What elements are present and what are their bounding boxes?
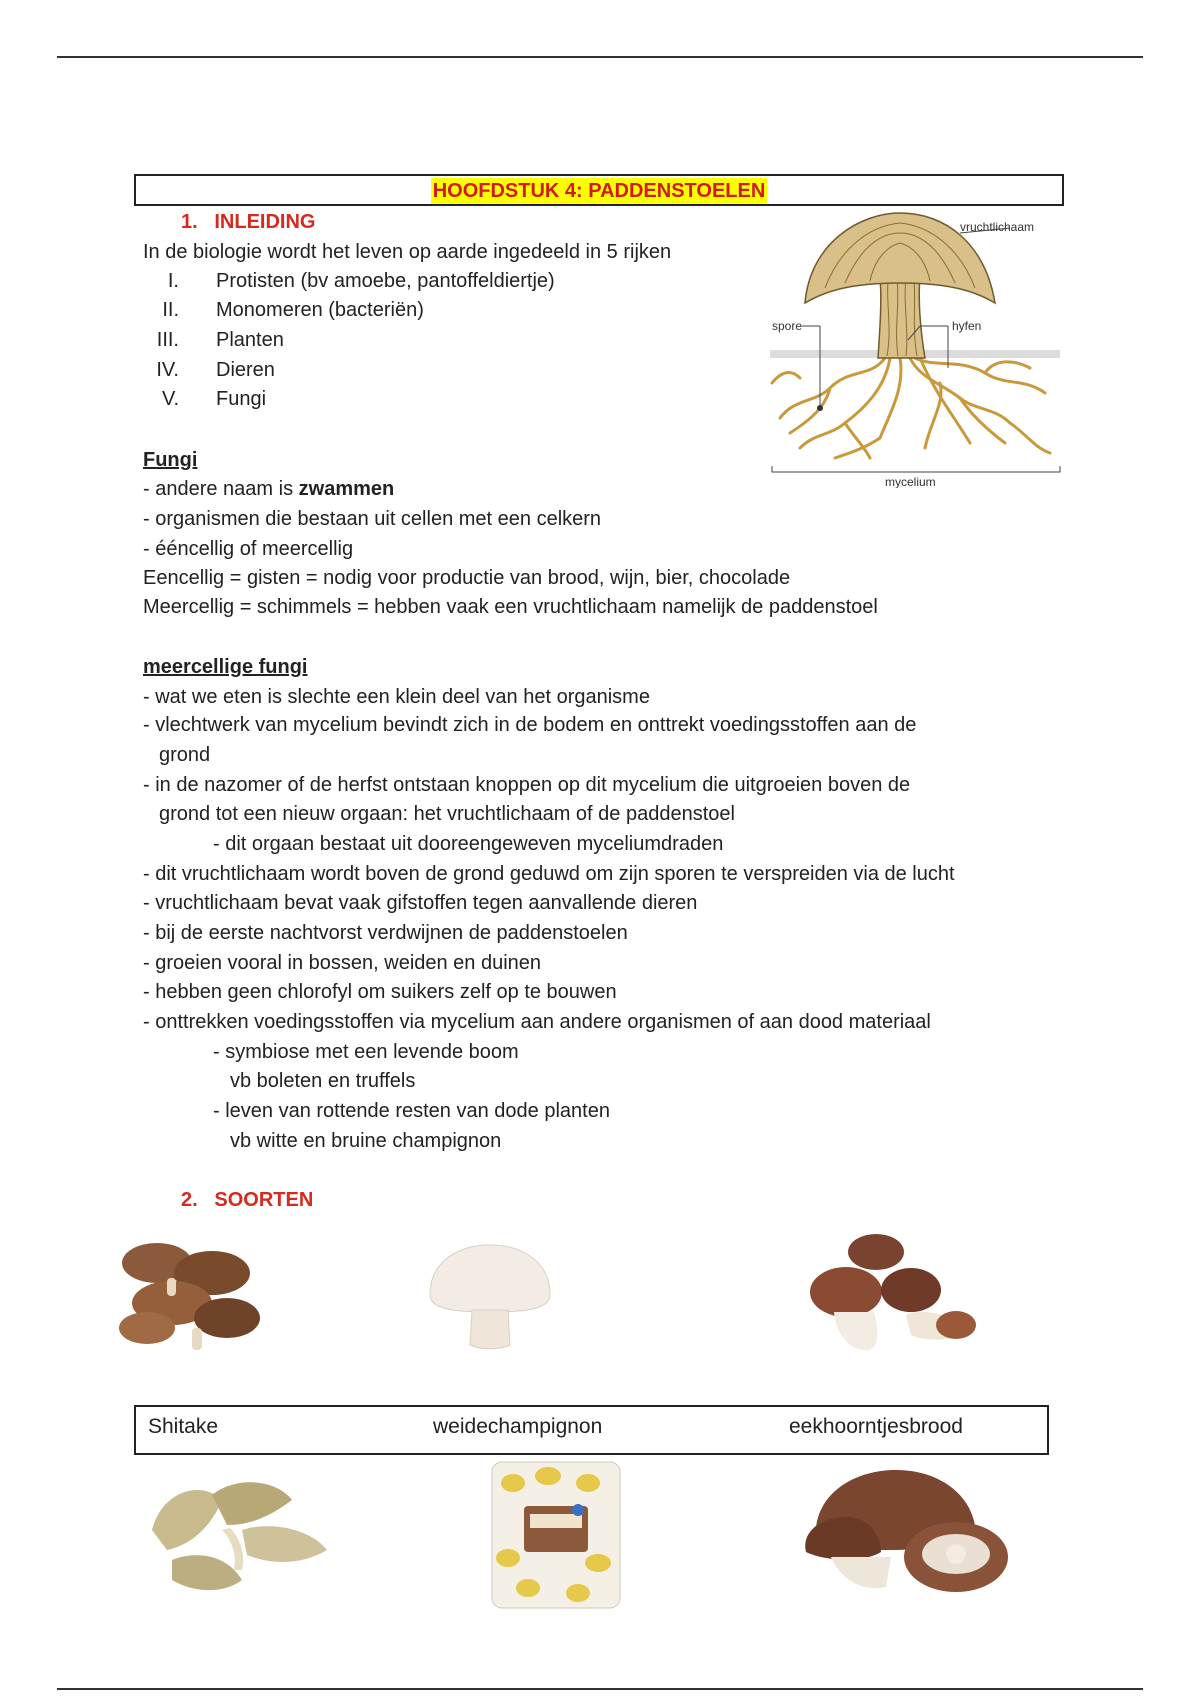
fungi-line-text: - andere naam is — [143, 478, 299, 500]
fungi-heading: Fungi — [143, 449, 198, 471]
mycelium-thread — [1010, 423, 1050, 453]
section-title: SOORTEN — [214, 1189, 314, 1211]
section-number: 2. — [181, 1189, 198, 1211]
multicellular-line: - dit orgaan bestaat uit dooreengeweven myceliumdraden — [213, 833, 724, 855]
intro-text: In de biologie wordt het leven op aarde ingedeeld in 5 rijken — [143, 241, 672, 263]
kingdom-text: Protisten (bv amoebe, pantoffeldiertje) — [216, 270, 555, 292]
multicellular-line: - onttrekken voedingsstoffen via mycelium aan andere organismen of aan dood materiaal — [143, 1011, 931, 1033]
mycelium-thread — [780, 358, 885, 418]
mushroom-cap — [501, 1474, 525, 1492]
species-label: weidechampignon — [433, 1415, 603, 1438]
kingdom-numeral: I. — [167, 270, 179, 292]
oyster-mushroom-photo — [142, 1470, 332, 1600]
mushroom-stem — [878, 278, 925, 358]
mushroom-cap — [242, 1526, 327, 1562]
mushroom-cap — [576, 1474, 600, 1492]
section-number: 1. — [181, 211, 198, 233]
mushroom-cap — [496, 1549, 520, 1567]
label-spore: spore — [772, 319, 803, 333]
mushroom-stem — [470, 1310, 510, 1349]
kingdom-text: Monomeren (bacteriën) — [216, 299, 424, 321]
multicellular-line: - leven van rottende resten van dode planten — [213, 1100, 610, 1122]
kingdom-item — [143, 268, 743, 294]
mycelium-thread — [880, 358, 901, 438]
fungi-line: Meercellig = schimmels = hebben vaak een vruchtlichaam namelijk de paddenstoel — [143, 596, 878, 618]
mycelium-thread — [790, 388, 830, 433]
kingdom-text: Dieren — [216, 359, 275, 381]
mushroom-cap — [585, 1554, 611, 1572]
multicellular-line: vb boleten en truffels — [230, 1070, 416, 1092]
kingdom-numeral: II. — [162, 299, 179, 321]
mushroom-cap — [566, 1584, 590, 1602]
mushroom-cap — [152, 1490, 222, 1550]
fungi-line — [143, 476, 394, 502]
mycelium-bracket — [772, 466, 1060, 472]
fungi-line: Eencellig = gisten = nodig voor productie van brood, wijn, bier, chocolade — [143, 567, 791, 589]
mushroom-stem — [167, 1278, 176, 1296]
multicellular-line: grond tot een nieuw orgaan: het vruchtlichaam of de paddenstoel — [159, 803, 735, 825]
multicellular-line: - groeien vooral in bossen, weiden en duinen — [143, 952, 542, 974]
brown-champignon-photo — [796, 1462, 1016, 1602]
mushroom-cap — [194, 1298, 260, 1338]
fungi-line-bold: zwammen — [298, 478, 395, 500]
kingdom-text: Planten — [216, 329, 284, 351]
multicellular-line: vb witte en bruine champignon — [230, 1130, 502, 1152]
mushroom-stem — [834, 1312, 877, 1350]
multicellular-line: - dit vruchtlichaam wordt boven de grond geduwd om zijn sporen te verspreiden via de lucht — [143, 863, 955, 885]
eekhoorntjesbrood-photo — [806, 1230, 986, 1365]
mycelium-thread — [772, 373, 800, 383]
mushroom-cap — [936, 1311, 976, 1339]
spore-dot — [817, 405, 823, 411]
mushroom-stem — [192, 1328, 202, 1350]
chapter-title-box — [134, 174, 1064, 206]
kingdom-item — [143, 386, 743, 412]
mushroom-stem-base — [946, 1544, 966, 1564]
mushroom-cap — [535, 1467, 561, 1485]
section-title: INLEIDING — [214, 211, 316, 233]
mushroom-cap — [172, 1555, 242, 1590]
species-label: eekhoorntjesbrood — [789, 1415, 963, 1438]
mycelium-threads — [772, 358, 1050, 458]
kingdom-numeral: IV. — [156, 359, 179, 381]
mushroom-cap — [848, 1234, 904, 1270]
shitake-photo — [112, 1228, 272, 1358]
brand-badge — [572, 1504, 584, 1516]
mushroom-cap — [430, 1245, 550, 1312]
mushroom-cap — [119, 1312, 175, 1344]
weidechampignon-photo — [420, 1240, 560, 1355]
fungi-line: - organismen die bestaan uit cellen met een celkern — [143, 508, 602, 530]
label-vruchtlichaam: vruchtlichaam — [960, 220, 1035, 234]
mushroom-stem — [831, 1557, 891, 1588]
label-mycelium: mycelium — [885, 475, 936, 488]
multicellular-line: grond — [159, 744, 211, 766]
multicellular-line: - wat we eten is slechte een klein deel van het organisme — [143, 686, 650, 708]
footer-rule — [57, 1688, 1143, 1690]
kingdom-item — [143, 297, 743, 323]
kingdom-item — [143, 357, 743, 383]
multicellular-line: - hebben geen chlorofyl om suikers zelf op te bouwen — [143, 981, 617, 1003]
section-heading-soorten — [181, 1187, 313, 1213]
species-label: Shitake — [148, 1415, 219, 1438]
header-rule — [57, 56, 1143, 58]
kingdom-item — [143, 327, 743, 353]
chapter-title: HOOFDSTUK 4: PADDENSTOELEN — [432, 180, 766, 202]
multicellular-heading: meercellige fungi — [143, 656, 308, 678]
label-hyfen: hyfen — [952, 319, 982, 333]
mycelium-diagram — [770, 208, 1065, 488]
multicellular-line: - symbiose met een levende boom — [213, 1041, 519, 1063]
kingdom-numeral: III. — [156, 329, 179, 351]
mushroom-cap — [881, 1268, 941, 1312]
mycelium-thread — [985, 362, 1030, 373]
section-heading-inleiding — [181, 209, 315, 235]
package-label-strip — [530, 1514, 582, 1528]
multicellular-line: - in de nazomer of de herfst ontstaan knoppen op dit mycelium die uitgroeien boven de — [143, 774, 911, 796]
multicellular-line: - bij de eerste nachtvorst verdwijnen de paddenstoelen — [143, 922, 628, 944]
mushroom-cap — [212, 1482, 292, 1525]
mushroom-cap — [516, 1579, 540, 1597]
mycelium-thread — [800, 358, 890, 448]
kingdom-text: Fungi — [216, 388, 267, 410]
kingdom-numeral: V. — [161, 388, 179, 410]
fungi-line: - ééncellig of meercellig — [143, 538, 354, 560]
multicellular-line: - vlechtwerk van mycelium bevindt zich in de bodem en onttrekt voedingsstoffen aan de — [143, 714, 917, 736]
mushroom-cap — [810, 1267, 882, 1317]
multicellular-line: - vruchtlichaam bevat vaak gifstoffen tegen aanvallende dieren — [143, 892, 698, 914]
packaged-mushrooms-photo — [488, 1458, 624, 1613]
